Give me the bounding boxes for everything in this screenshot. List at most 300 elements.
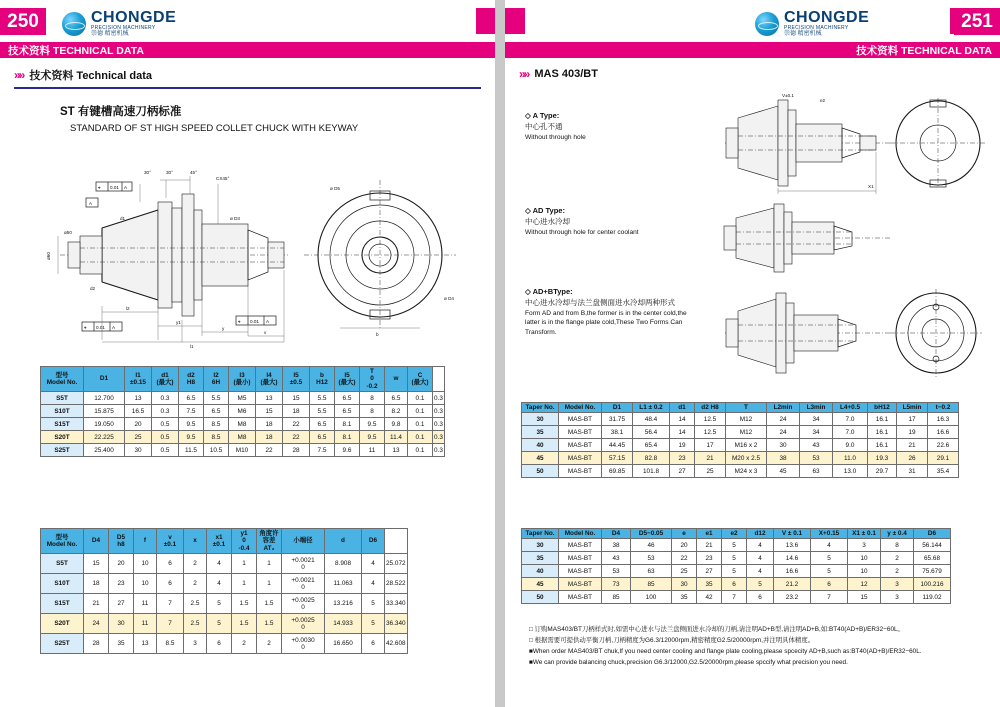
page-header-left: [0, 0, 495, 42]
table-cell: +0.0025 0: [282, 614, 325, 634]
table-cell: 24: [767, 413, 800, 426]
diamond-icon: ◇: [525, 111, 531, 120]
table-cell: 7: [157, 614, 184, 634]
table-cell: 22: [283, 431, 310, 444]
table-cell: 10: [134, 574, 157, 594]
svg-text:0.01: 0.01: [110, 185, 119, 190]
brand-logo-right: [755, 10, 869, 37]
table-row: [522, 591, 951, 604]
table-cell: 6: [362, 634, 385, 654]
table-row: [41, 554, 408, 574]
table-row: [522, 452, 959, 465]
svg-text:⌖: ⌖: [238, 319, 241, 324]
column-header: D6: [914, 529, 951, 539]
table-cell: 5: [722, 552, 747, 565]
table-cell: 38: [767, 452, 800, 465]
column-header: bH12: [868, 403, 897, 413]
table-cell: 12.700: [84, 392, 125, 405]
table-cell: 0.3: [433, 444, 445, 457]
table-cell: 63: [800, 465, 833, 478]
table-cell: 35: [522, 552, 559, 565]
technical-drawing-st-chuck: [40, 150, 460, 350]
column-header: L2min: [767, 403, 800, 413]
table-cell: 8: [881, 539, 914, 552]
table-cell: 5: [207, 614, 232, 634]
table-row: [522, 565, 951, 578]
page-header-right: [505, 0, 1000, 42]
note-0: □ 订购MAS403/BT刀柄样式时,如需中心进水与法兰盘侧面进水冷却的刀柄,请注明AD+B型,请注明AD+B,如:BT40(AD+B)/ER32−60L。: [529, 626, 904, 633]
table-st-dimensions-2: [40, 528, 408, 654]
column-header: d12: [747, 529, 774, 539]
table-cell: 21: [897, 439, 928, 452]
column-header: w: [385, 367, 408, 392]
table-cell: 18: [84, 574, 109, 594]
table-cell: 45: [522, 452, 559, 465]
table-cell: 46: [631, 539, 672, 552]
type-ad-en: Without through hole for center coolant: [525, 228, 639, 236]
column-header: 型号 Model No.: [41, 529, 84, 554]
table-cell: MAS-BT: [559, 552, 602, 565]
table-cell: 18: [256, 418, 283, 431]
table-cell: MAS-BT: [559, 591, 602, 604]
table-cell: 34: [800, 426, 833, 439]
column-header: d1: [670, 403, 695, 413]
table-cell: 6: [207, 634, 232, 654]
table-cell: 0.1: [408, 405, 433, 418]
table-cell: 15: [848, 591, 881, 604]
table-cell: 7: [157, 594, 184, 614]
table-cell: 0.3: [433, 431, 445, 444]
note-1: □ 根据需要可提供动平衡刀柄,刀柄精度为G6.3/12000rpm,精密精度G2.5/20000rpm,并注明具体精度。: [529, 636, 815, 644]
column-header: l5 ±0.5: [283, 367, 310, 392]
table-cell: S5T: [41, 554, 84, 574]
table-cell: M8: [229, 418, 256, 431]
table-header-row: [522, 403, 959, 413]
table-cell: 14: [670, 413, 695, 426]
table-cell: 8.5: [204, 418, 229, 431]
globe-icon: [62, 12, 86, 36]
column-header: l3 (最小): [229, 367, 256, 392]
table-cell: 1: [232, 554, 257, 574]
svg-text:⌖: ⌖: [98, 185, 101, 190]
table-st-dimensions-1: [40, 366, 445, 457]
brand-logo-left: [62, 10, 176, 37]
column-header: x: [184, 529, 207, 554]
svg-text:30°: 30°: [166, 170, 173, 175]
table-cell: 23: [670, 452, 695, 465]
svg-text:l1: l1: [190, 344, 194, 349]
table-cell: M24 x 3: [726, 465, 767, 478]
svg-text:ø D5: ø D5: [330, 186, 340, 191]
chevron-right-icon: »»: [519, 67, 529, 81]
table-row: [41, 418, 445, 431]
table-cell: 20: [109, 554, 134, 574]
table-cell: 4: [811, 539, 848, 552]
table-cell: 14: [670, 426, 695, 439]
table-cell: 28: [283, 444, 310, 457]
column-header: L5min: [897, 403, 928, 413]
table-cell: 35: [522, 426, 559, 439]
table-cell: 8.1: [335, 431, 360, 444]
svg-text:e2: e2: [820, 98, 826, 103]
svg-text:ø50: ø50: [64, 230, 72, 235]
table-cell: 11: [360, 444, 385, 457]
table-cell: MAS-BT: [559, 578, 602, 591]
table-cell: M10: [229, 444, 256, 457]
table-cell: 8.908: [325, 554, 362, 574]
column-header: e1: [697, 529, 722, 539]
table-row: [522, 465, 959, 478]
column-header: C (最大): [408, 367, 433, 392]
column-header: e: [672, 529, 697, 539]
table-cell: 5: [362, 614, 385, 634]
table-cell: 19.050: [84, 418, 125, 431]
table-cell: MAS-BT: [559, 426, 602, 439]
table-cell: 3: [848, 539, 881, 552]
table-cell: 50: [522, 591, 559, 604]
table-cell: 9.0: [833, 439, 868, 452]
section-heading-right: [519, 67, 1000, 81]
table-cell: 2: [257, 634, 282, 654]
page-left: [0, 0, 495, 707]
column-header: y1 0 -0.4: [232, 529, 257, 554]
table-cell: +0.0030 0: [282, 634, 325, 654]
table-cell: 17: [695, 439, 726, 452]
table-cell: 7: [811, 591, 848, 604]
table-cell: 75.679: [914, 565, 951, 578]
table-cell: 1.5: [257, 594, 282, 614]
table-cell: 28: [84, 634, 109, 654]
table-cell: 33.340: [385, 594, 408, 614]
table-cell: 42.608: [385, 634, 408, 654]
table-row: [522, 439, 959, 452]
svg-text:ø D3: ø D3: [230, 216, 240, 221]
table-cell: 11: [134, 594, 157, 614]
svg-text:0.01: 0.01: [250, 319, 259, 324]
divider-left: [14, 87, 481, 89]
table-cell: 6: [157, 574, 184, 594]
table-cell: 4: [747, 565, 774, 578]
product-title-en: STANDARD OF ST HIGH SPEED COLLET CHUCK WITH KEYWAY: [70, 123, 359, 134]
table-cell: 43: [602, 552, 631, 565]
table-cell: 30: [522, 539, 559, 552]
table-cell: 6.5: [385, 392, 408, 405]
column-header: L1 ± 0.2: [633, 403, 670, 413]
svg-text:A: A: [266, 319, 270, 324]
table-cell: 35: [697, 578, 722, 591]
table-cell: 34: [800, 413, 833, 426]
table-cell: 24: [84, 614, 109, 634]
svg-text:y: y: [222, 326, 225, 331]
table-cell: 16.1: [868, 413, 897, 426]
table-header-row: [522, 529, 951, 539]
table-cell: 5: [747, 578, 774, 591]
table-row: [41, 431, 445, 444]
table-cell: 30: [672, 578, 697, 591]
table-row: [41, 574, 408, 594]
table-cell: 40: [522, 439, 559, 452]
table-cell: 22: [256, 444, 283, 457]
table-cell: 11.0: [833, 452, 868, 465]
table-mas-dimensions-2: [521, 528, 951, 604]
table-cell: 13: [385, 444, 408, 457]
table-cell: MAS-BT: [559, 439, 602, 452]
table-cell: +0.0021 0: [282, 574, 325, 594]
table-cell: 16.1: [868, 439, 897, 452]
table-cell: 0.3: [152, 405, 179, 418]
technical-drawing-mas-a: [720, 88, 990, 198]
table-row: [41, 614, 408, 634]
table-cell: 25: [125, 431, 152, 444]
table-cell: 3: [184, 634, 207, 654]
technical-drawing-mas-ad: [720, 198, 900, 278]
table-row: [41, 594, 408, 614]
column-header: Model No.: [559, 403, 602, 413]
table-cell: 0.5: [152, 431, 179, 444]
table-cell: 13: [134, 634, 157, 654]
section-heading-left: [14, 67, 495, 83]
table-row: [41, 405, 445, 418]
column-header: 型号 Model No.: [41, 367, 84, 392]
svg-text:30°: 30°: [144, 170, 151, 175]
table-cell: 11.063: [325, 574, 362, 594]
table-cell: 0.3: [433, 418, 445, 431]
table-cell: 21: [697, 539, 722, 552]
svg-text:CX45°: CX45°: [216, 176, 230, 181]
svg-text:45°: 45°: [190, 170, 197, 175]
table-cell: 2: [184, 554, 207, 574]
table-row: [522, 578, 951, 591]
table-cell: 43: [800, 439, 833, 452]
table-cell: 5: [207, 594, 232, 614]
table-cell: 22.225: [84, 431, 125, 444]
table-cell: 8.5: [157, 634, 184, 654]
table-cell: MAS-BT: [559, 465, 602, 478]
table-row: [522, 426, 959, 439]
table-cell: 44.45: [602, 439, 633, 452]
table-cell: 13.6: [774, 539, 811, 552]
table-cell: 23: [697, 552, 722, 565]
table-cell: S5T: [41, 392, 84, 405]
type-a-cn: 中心孔不通: [525, 122, 563, 132]
type-block-ad: [525, 205, 675, 237]
table-cell: 53: [631, 552, 672, 565]
table-cell: 8: [360, 392, 385, 405]
column-header: Model No.: [559, 529, 602, 539]
table-cell: MAS-BT: [559, 452, 602, 465]
table-cell: 9.6: [335, 444, 360, 457]
table-cell: 22.6: [928, 439, 959, 452]
type-block-a: [525, 110, 660, 142]
table-cell: 25.400: [84, 444, 125, 457]
table-cell: 2: [881, 565, 914, 578]
column-header: D4: [84, 529, 109, 554]
column-header: 小端径: [282, 529, 325, 554]
brand-sub: PRECISION MACHINERY: [91, 25, 156, 31]
column-header: d1 (最大): [152, 367, 179, 392]
table-cell: 56.144: [914, 539, 951, 552]
table-cell: M20 x 2.5: [726, 452, 767, 465]
table-cell: 19.3: [868, 452, 897, 465]
table-row: [522, 539, 951, 552]
table-cell: 53: [800, 452, 833, 465]
table-cell: 9.5: [179, 418, 204, 431]
table-cell: 10: [134, 554, 157, 574]
table-cell: 7.0: [833, 426, 868, 439]
table-cell: 4: [747, 552, 774, 565]
table-cell: S20T: [41, 431, 84, 444]
column-header: X+0.15: [811, 529, 848, 539]
type-a-key: A Type:: [532, 111, 560, 120]
table-cell: 16.5: [125, 405, 152, 418]
table-cell: 3: [881, 578, 914, 591]
table-cell: 8.5: [204, 431, 229, 444]
table-cell: 69.85: [602, 465, 633, 478]
table-cell: 48.4: [633, 413, 670, 426]
brand-cn: 崇德 精密机械: [784, 31, 822, 37]
note-2: ■When order MAS403/BT chuk,If you need center cooling and flange plate cooling,please spcecity AD+B,such as:BT40(AD+B)/ER32−60L.: [529, 647, 922, 655]
table-cell: 53: [602, 565, 631, 578]
table-cell: 10: [848, 565, 881, 578]
table-cell: 27: [670, 465, 695, 478]
table-cell: 14.933: [325, 614, 362, 634]
table-cell: 6.5: [335, 405, 360, 418]
section-bar-left: [0, 42, 495, 58]
table-cell: 38: [602, 539, 631, 552]
type-adb-key: AD+BType:: [532, 287, 573, 296]
table-cell: 19: [670, 439, 695, 452]
table-cell: 45: [522, 578, 559, 591]
table-row: [41, 634, 408, 654]
column-header: X1 ± 0.1: [848, 529, 881, 539]
column-header: f: [134, 529, 157, 554]
svg-text:y1: y1: [176, 320, 181, 325]
column-header: D4: [602, 529, 631, 539]
table-cell: 21.2: [774, 578, 811, 591]
table-cell: 15.875: [84, 405, 125, 418]
table-cell: 82.8: [633, 452, 670, 465]
table-cell: 11.5: [179, 444, 204, 457]
column-header: D1: [602, 403, 633, 413]
svg-text:v: v: [264, 330, 267, 335]
product-title-cn: ST 有键槽高速刀柄标准: [60, 106, 182, 118]
technical-drawing-mas-adb: [720, 285, 990, 380]
table-cell: 36.340: [385, 614, 408, 634]
table-cell: 4: [207, 554, 232, 574]
svg-text:A: A: [112, 325, 116, 330]
table-cell: 7: [722, 591, 747, 604]
table-cell: S20T: [41, 614, 84, 634]
table-cell: 42: [697, 591, 722, 604]
table-cell: 27: [109, 594, 134, 614]
column-header: l1 ±0.15: [125, 367, 152, 392]
section-bar-right: [505, 42, 1000, 58]
svg-text:V±0.1: V±0.1: [782, 93, 794, 98]
table-cell: 2: [881, 552, 914, 565]
table-cell: 7.5: [310, 444, 335, 457]
column-header: d2 H8: [179, 367, 204, 392]
table-cell: M12: [726, 413, 767, 426]
table-cell: 2: [232, 634, 257, 654]
svg-text:d2: d2: [90, 286, 96, 291]
table-cell: 0.5: [152, 418, 179, 431]
table-cell: 10: [848, 552, 881, 565]
table-cell: 21: [84, 594, 109, 614]
column-header: l4 (最大): [256, 367, 283, 392]
table-cell: 0.1: [408, 431, 433, 444]
table-cell: M12: [726, 426, 767, 439]
column-header: l2 6H: [204, 367, 229, 392]
table-cell: 10.5: [204, 444, 229, 457]
type-ad-key: AD Type:: [532, 206, 565, 215]
table-cell: 12.5: [695, 413, 726, 426]
type-block-adb: [525, 286, 693, 338]
column-header: d: [325, 529, 362, 554]
page-number-right: 251: [954, 8, 1000, 35]
table-cell: 56.4: [633, 426, 670, 439]
table-header-row: [41, 367, 445, 392]
section-title-right: MAS 403/BT: [534, 68, 598, 80]
svg-text:0.01: 0.01: [96, 325, 105, 330]
section-bar-label-right: 技术资料 TECHNICAL DATA: [856, 44, 992, 57]
table-cell: 22: [672, 552, 697, 565]
table-cell: 6.5: [310, 418, 335, 431]
brand-cn: 崇德 精密机械: [91, 31, 129, 37]
table-cell: 119.02: [914, 591, 951, 604]
table-cell: 5: [811, 552, 848, 565]
table-cell: 2.5: [184, 594, 207, 614]
column-header: Taper No.: [522, 403, 559, 413]
table-cell: 0.1: [408, 418, 433, 431]
table-cell: 35: [109, 634, 134, 654]
page-gutter: [495, 0, 505, 707]
table-header-row: [41, 529, 408, 554]
table-cell: 16.3: [928, 413, 959, 426]
table-cell: 24: [767, 426, 800, 439]
table-cell: 29.7: [868, 465, 897, 478]
note-3: ■We can provide balancing chuck,precision G6.3/12000,G2.5/20000rpm,please spccify what precision you need.: [529, 658, 848, 666]
table-cell: 7.0: [833, 413, 868, 426]
table-cell: 16.6: [774, 565, 811, 578]
table-cell: 0.5: [152, 444, 179, 457]
svg-text:⌖: ⌖: [84, 325, 87, 330]
table-cell: 5.5: [310, 405, 335, 418]
table-row: [522, 552, 951, 565]
table-cell: 1.5: [257, 614, 282, 634]
table-cell: 50: [522, 465, 559, 478]
table-cell: 65.68: [914, 552, 951, 565]
table-cell: 5: [811, 565, 848, 578]
table-cell: 31: [897, 465, 928, 478]
column-header: x1 ±0.1: [207, 529, 232, 554]
table-cell: 9.5: [360, 418, 385, 431]
column-header: V ± 0.1: [774, 529, 811, 539]
table-cell: 6.5: [335, 392, 360, 405]
table-cell: 1: [232, 574, 257, 594]
table-cell: 16.650: [325, 634, 362, 654]
column-header: L3min: [800, 403, 833, 413]
column-header: l5 (最大): [335, 367, 360, 392]
section-title-left: 技术资料 Technical data: [29, 70, 153, 82]
svg-text:ø D4: ø D4: [444, 296, 454, 301]
table-cell: 7.5: [179, 405, 204, 418]
table-cell: 6: [811, 578, 848, 591]
table-cell: MAS-BT: [559, 565, 602, 578]
table-cell: 4: [207, 574, 232, 594]
table-cell: 1: [257, 574, 282, 594]
table-cell: 4: [747, 539, 774, 552]
table-cell: 101.8: [633, 465, 670, 478]
